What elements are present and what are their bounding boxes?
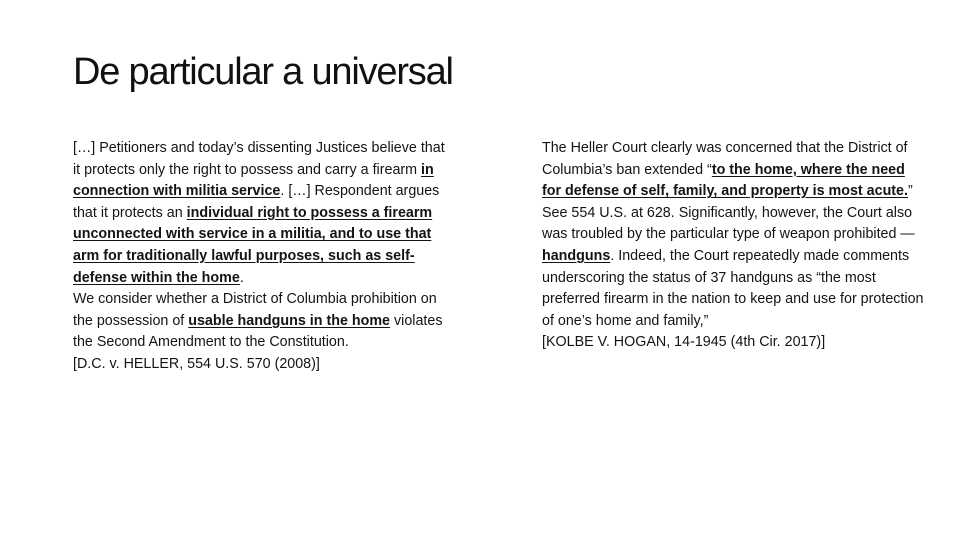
slide-title: De particular a universal [73, 51, 453, 93]
quote-text: . Indeed, the Court repeatedly made comments underscoring the status of 37 handguns as “the most preferred firearm in the nation to keep and use for protection of one’s home and family,” [542, 247, 924, 329]
quote-text: […] Petitioners and today’s dissenting Justices believe that it protects only the right to possess and carry a firearm [73, 140, 445, 178]
heller-citation: [D.C. v. HELLER, 554 U.S. 570 (2008)] [73, 355, 320, 372]
emphasized-phrase: handguns [542, 247, 611, 264]
heller-quote-paragraph-2 [73, 289, 445, 354]
emphasized-phrase: to the home, where the need for defense of self, family, and property is most acute. [542, 161, 908, 200]
kolbe-quote-paragraph [542, 138, 924, 332]
kolbe-citation: [KOLBE V. HOGAN, 14-1945 (4th Cir. 2017)] [542, 334, 826, 351]
right-column [542, 138, 924, 354]
emphasized-phrase: individual right to possess a firearm unconnected with service in a militia, and to use that arm for traditionally lawful purposes, such as self-defense within the home [73, 204, 433, 286]
emphasized-phrase: usable handguns in the home [188, 312, 391, 329]
quote-text: We consider whether a District of Columbia prohibition on the possession of [73, 291, 437, 329]
emphasized-phrase: in connection with militia service [73, 161, 434, 200]
quote-text: The Heller Court clearly was concerned that the District of Columbia’s ban extended “ [542, 140, 908, 178]
quote-text: . [239, 269, 244, 286]
heller-quote-paragraph-1 [73, 138, 445, 289]
quote-text: . […] Respondent argues that it protects an [73, 183, 440, 221]
quote-text: ” See 554 U.S. at 628. Significantly, however, the Court also was troubled by the particular type of weapon prohibited — [542, 183, 915, 243]
quote-text: violates the Second Amendment to the Constitution. [73, 312, 443, 351]
left-column [73, 138, 445, 376]
